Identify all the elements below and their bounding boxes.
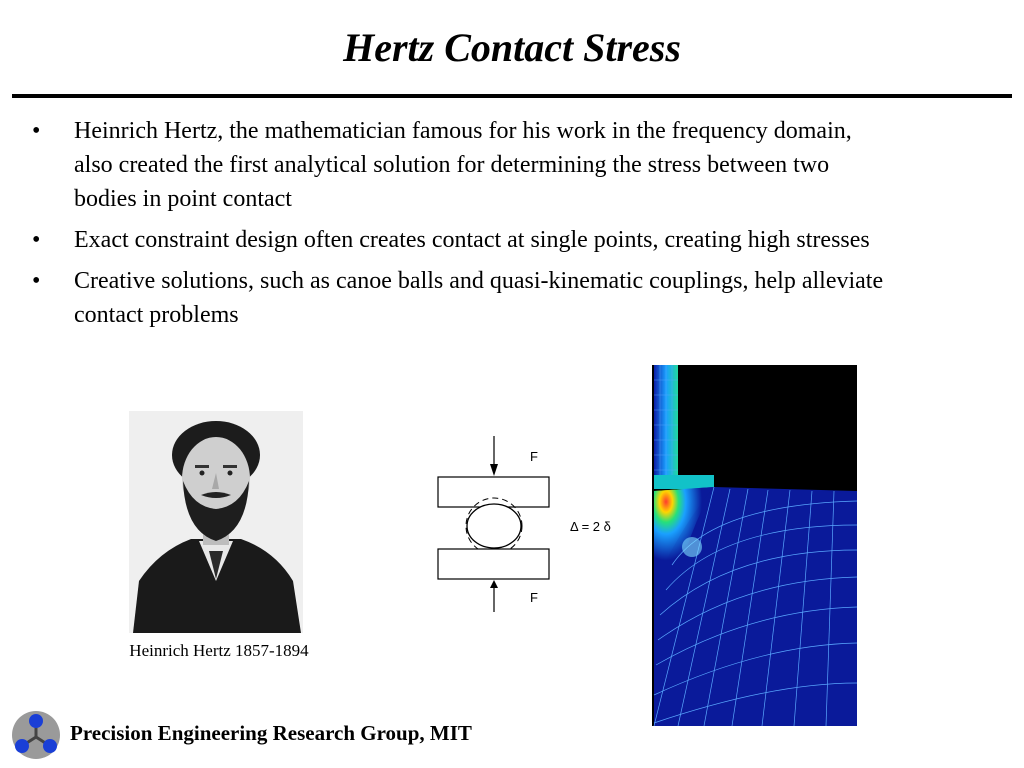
bullet-text: Creative solutions, such as canoe balls and quasi-kinematic couplings, help alleviate contact problems: [74, 268, 884, 328]
portrait-caption: Heinrich Hertz 1857-1894: [129, 641, 309, 660]
bullet-item: [32, 264, 892, 332]
bullet-marker: •: [32, 227, 41, 253]
bullet-marker: •: [32, 118, 41, 144]
bullet-item: [32, 223, 892, 257]
force-label-bottom: F: [530, 590, 538, 605]
footer-text: Precision Engineering Research Group, MIT: [70, 721, 472, 745]
title-divider: [12, 94, 1012, 98]
contact-diagram: [420, 430, 630, 615]
deflection-label: Δ = 2 δ: [570, 519, 611, 534]
bullet-list: [32, 114, 892, 339]
fem-stress-plot: [652, 365, 857, 726]
slide-title: Hertz Contact Stress: [343, 25, 681, 70]
mit-perg-logo-icon: [10, 710, 62, 760]
bullet-marker: •: [32, 268, 41, 294]
bullet-text: Exact constraint design often creates contact at single points, creating high stresses: [74, 227, 870, 253]
force-label-top: F: [530, 449, 538, 464]
bullet-item: [32, 114, 892, 216]
bullet-text: Heinrich Hertz, the mathematician famous for his work in the frequency domain, also created the first analytical solution for determining the stress between two bodies in point contact: [74, 118, 852, 212]
hertz-portrait: [129, 411, 303, 633]
